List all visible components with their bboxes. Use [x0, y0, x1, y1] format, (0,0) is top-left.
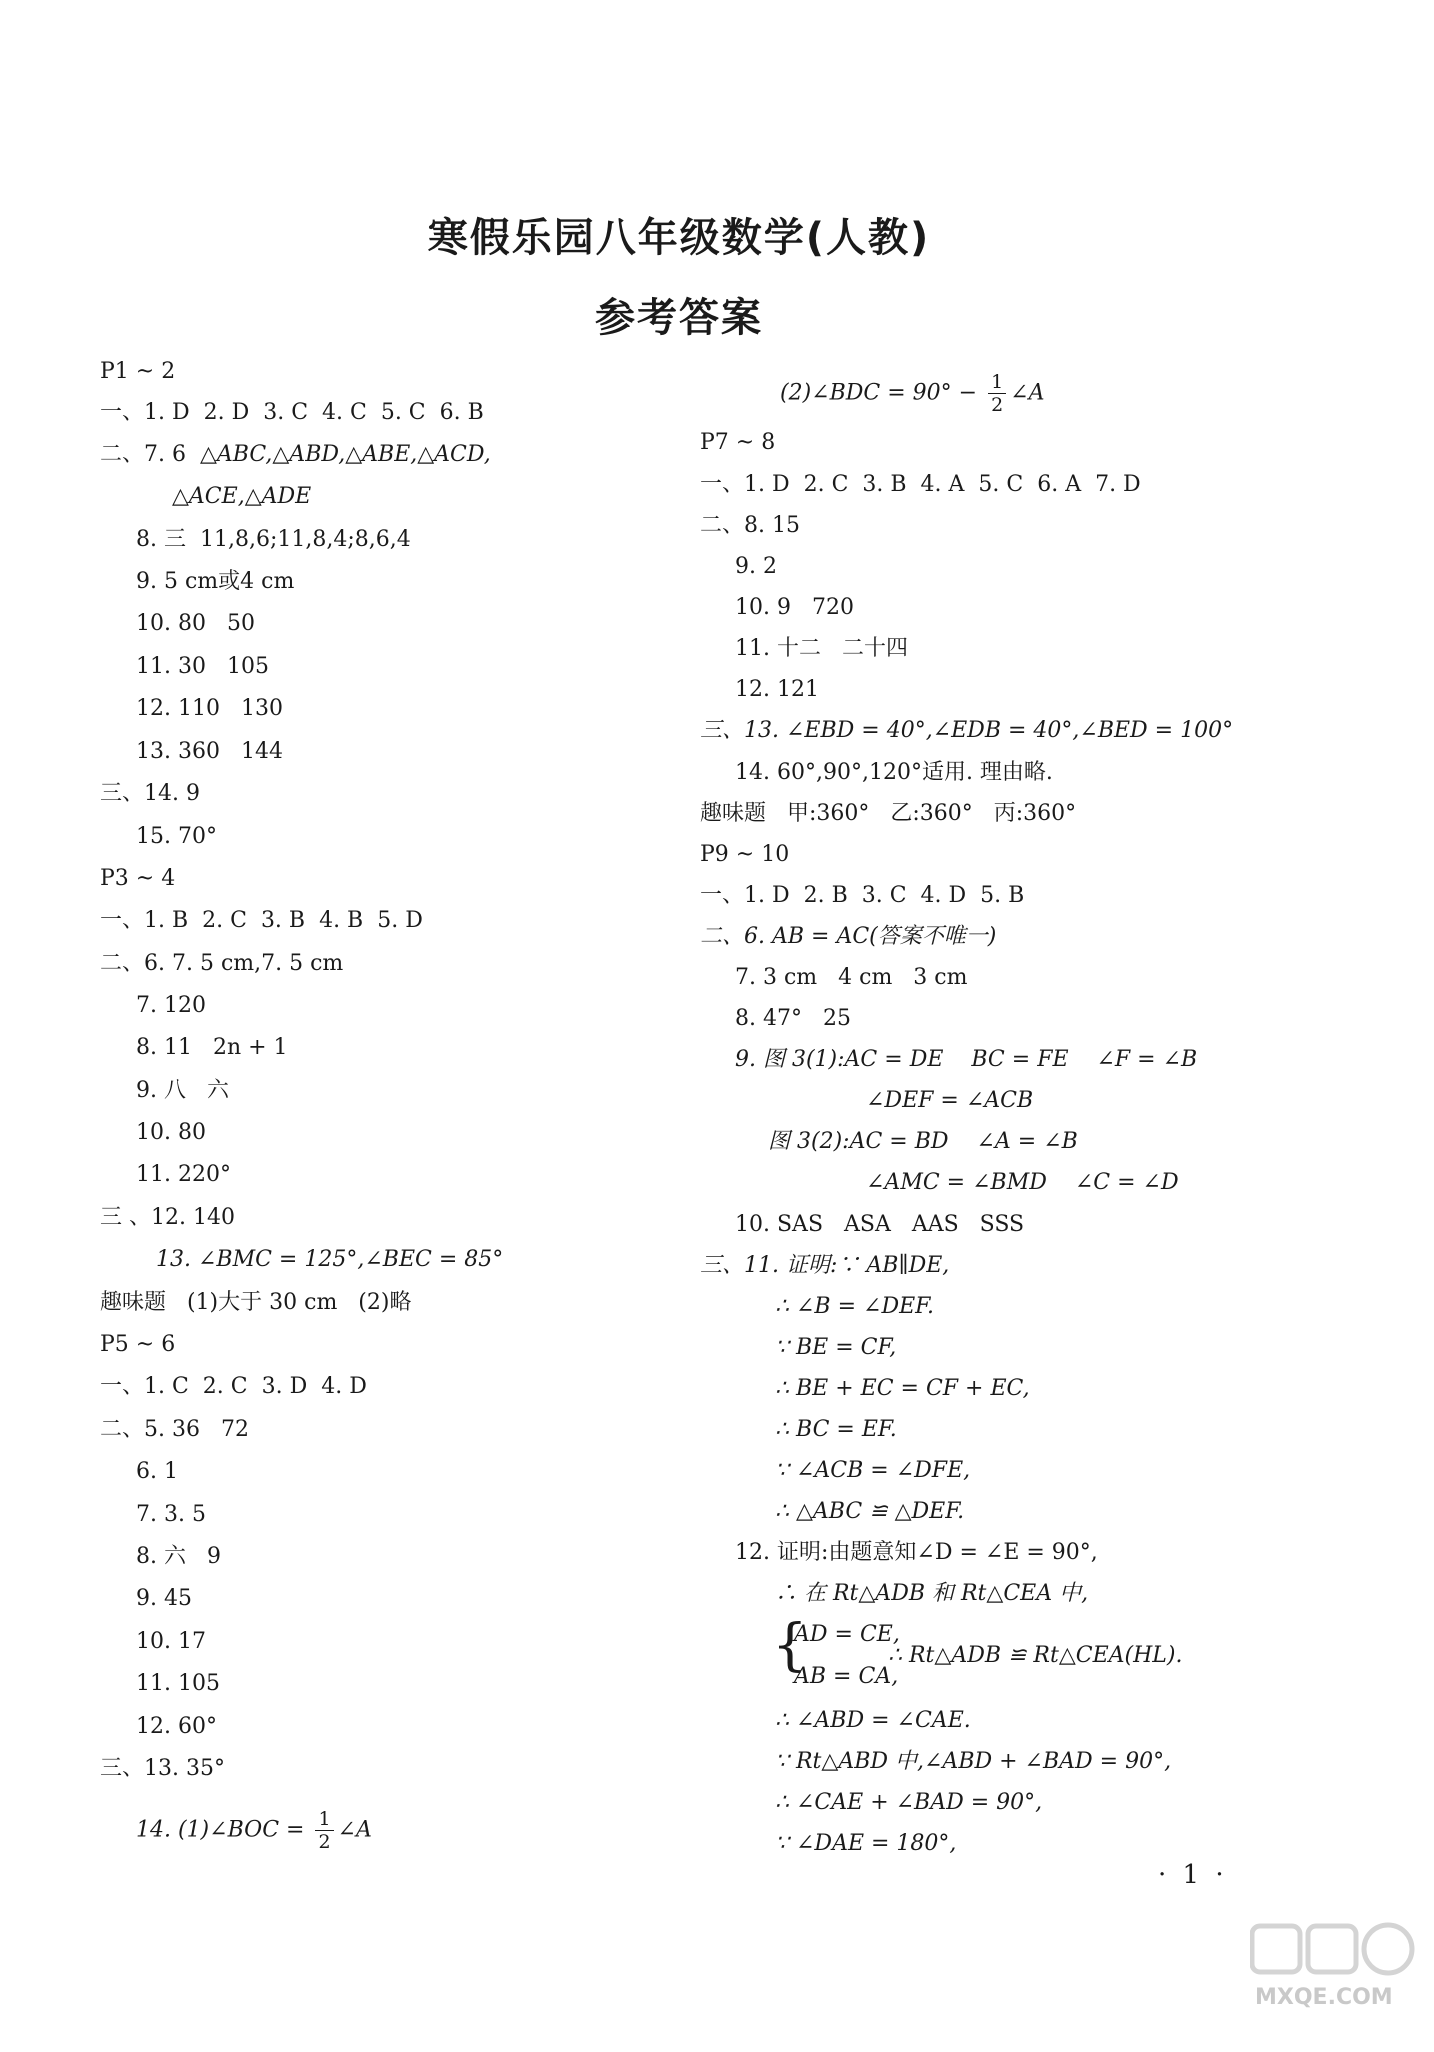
- answer-line: 9. 2: [735, 554, 777, 579]
- answer-line: 一、1. C 2. C 3. D 4. D: [100, 1374, 367, 1399]
- answer-line-fraction: (2)∠BDC = 90° − $\frac{1}{2}$ ∠A: [780, 371, 1045, 416]
- answer-line: 二、8. 15: [700, 513, 800, 538]
- document-subtitle: 参考答案: [595, 295, 763, 341]
- answer-line: 11. 220°: [136, 1162, 231, 1187]
- answer-line: 10. SAS ASA AAS SSS: [735, 1212, 1025, 1237]
- answer-line: 8. 47° 25: [735, 1006, 851, 1031]
- proof-line: AD = CE,: [794, 1622, 900, 1647]
- answer-line: 三、14. 9: [100, 781, 200, 806]
- answer-line: 10. 80: [136, 1120, 206, 1145]
- proof-line: 12. 证明:由题意知∠D = ∠E = 90°,: [735, 1540, 1098, 1565]
- answer-line: 9. 5 cm或4 cm: [136, 569, 295, 594]
- answer-line: 13. ∠BMC = 125°,∠BEC = 85°: [156, 1247, 504, 1272]
- answer-line: 15. 70°: [136, 824, 217, 849]
- curly-brace-icon: {: [772, 1613, 808, 1678]
- answer-line: 二、6. 7. 5 cm,7. 5 cm: [100, 951, 344, 976]
- watermark-text: MXQE.COM: [1255, 1985, 1393, 2010]
- answer-line: 7. 3. 5: [136, 1502, 206, 1527]
- answer-line: 12. 121: [735, 677, 819, 702]
- answer-line: 8. 三 11,8,6;11,8,4;8,6,4: [136, 527, 411, 552]
- proof-line: ∴ △ABC ≌ △DEF.: [775, 1499, 965, 1524]
- proof-line: ∵ ∠DAE = 180°,: [775, 1831, 957, 1856]
- section-head-p5: P5 ~ 6: [100, 1332, 176, 1357]
- answer-line: △ACE,△ADE: [172, 484, 312, 509]
- answer-line: 一、1. D 2. B 3. C 4. D 5. B: [700, 883, 1025, 908]
- proof-line: ∵ BE = CF,: [775, 1335, 897, 1360]
- fun-question-line: 趣味题 甲:360° 乙:360° 丙:360°: [700, 801, 1077, 826]
- answer-line: 11. 105: [136, 1671, 220, 1696]
- answer-line: 10. 17: [136, 1629, 206, 1654]
- answer-line: 10. 80 50: [136, 611, 255, 636]
- answer-line: 9. 45: [136, 1586, 192, 1611]
- answer-line: 11. 30 105: [136, 654, 269, 679]
- answer-line: 二、5. 36 72: [100, 1417, 249, 1442]
- answer-line: 三 、12. 140: [100, 1205, 235, 1230]
- answer-line: 8. 11 2n + 1: [136, 1035, 288, 1060]
- proof-line: ∵ ∠ACB = ∠DFE,: [775, 1458, 971, 1483]
- answer-line: 13. 360 144: [136, 739, 283, 764]
- answer-line: ∠DEF = ∠ACB: [866, 1088, 1034, 1113]
- section-head-p9: P9 ~ 10: [700, 842, 790, 867]
- answer-line: 图 3(2):AC = BD ∠A = ∠B: [768, 1129, 1078, 1154]
- answer-line: 三、13. ∠EBD = 40°,∠EDB = 40°,∠BED = 100°: [700, 718, 1234, 743]
- proof-line: ∴ ∠B = ∠DEF.: [775, 1294, 934, 1319]
- answer-line: 14. 60°,90°,120°适用. 理由略.: [735, 760, 1053, 785]
- proof-line: ∴ BC = EF.: [775, 1417, 897, 1442]
- proof-line: AB = CA,: [794, 1664, 899, 1689]
- fraction: $\frac{1}{2}$: [315, 1808, 333, 1853]
- page-number: · 1 ·: [1158, 1860, 1228, 1890]
- proof-line: ∴ Rt△ADB ≌ Rt△CEA(HL).: [888, 1643, 1183, 1668]
- proof-line: 三、11. 证明:∵ AB∥DE,: [700, 1253, 950, 1278]
- proof-line: ∴ BE + EC = CF + EC,: [775, 1376, 1030, 1401]
- document-title: 寒假乐园八年级数学(人教): [427, 215, 931, 261]
- answer-line: 7. 3 cm 4 cm 3 cm: [735, 965, 968, 990]
- answer-line: 一、1. D 2. D 3. C 4. C 5. C 6. B: [100, 400, 484, 425]
- answer-line: 9. 八 六: [136, 1078, 229, 1103]
- answer-line: 6. 1: [136, 1459, 178, 1484]
- proof-line: ∴ ∠CAE + ∠BAD = 90°,: [775, 1790, 1043, 1815]
- answer-line: 一、1. D 2. C 3. B 4. A 5. C 6. A 7. D: [700, 472, 1141, 497]
- answer-line: 8. 六 9: [136, 1544, 221, 1569]
- section-head-p3: P3 ~ 4: [100, 866, 176, 891]
- watermark-logo-icon: [1250, 1920, 1420, 1978]
- answer-line: 二、6. AB = AC(答案不唯一): [700, 924, 997, 949]
- answer-line: 7. 120: [136, 993, 206, 1018]
- answer-line: 二、7. 6 △ABC,△ABD,△ABE,△ACD,: [100, 442, 491, 467]
- answer-line: 12. 110 130: [136, 696, 283, 721]
- answer-line: 11. 十二 二十四: [735, 636, 908, 661]
- section-head-p7: P7 ~ 8: [700, 430, 776, 455]
- section-head-p1: P1 ~ 2: [100, 359, 176, 384]
- proof-line: ∴ ∠ABD = ∠CAE.: [775, 1708, 971, 1733]
- proof-line: ∴ 在 Rt△ADB 和 Rt△CEA 中,: [775, 1581, 1089, 1606]
- answer-line-fraction: 14. (1)∠BOC = $\frac{1}{2}$ ∠A: [136, 1808, 372, 1853]
- proof-line: ∵ Rt△ABD 中,∠ABD + ∠BAD = 90°,: [775, 1749, 1172, 1774]
- answer-line: ∠AMC = ∠BMD ∠C = ∠D: [866, 1170, 1179, 1195]
- fun-question-line: 趣味题 (1)大于 30 cm (2)略: [100, 1290, 412, 1315]
- fraction: $\frac{1}{2}$: [988, 371, 1006, 416]
- answer-line: 一、1. B 2. C 3. B 4. B 5. D: [100, 908, 423, 933]
- answer-line: 12. 60°: [136, 1714, 217, 1739]
- answer-line: 三、13. 35°: [100, 1756, 225, 1781]
- answer-line: 9. 图 3(1):AC = DE BC = FE ∠F = ∠B: [735, 1047, 1198, 1072]
- answer-line: 10. 9 720: [735, 595, 854, 620]
